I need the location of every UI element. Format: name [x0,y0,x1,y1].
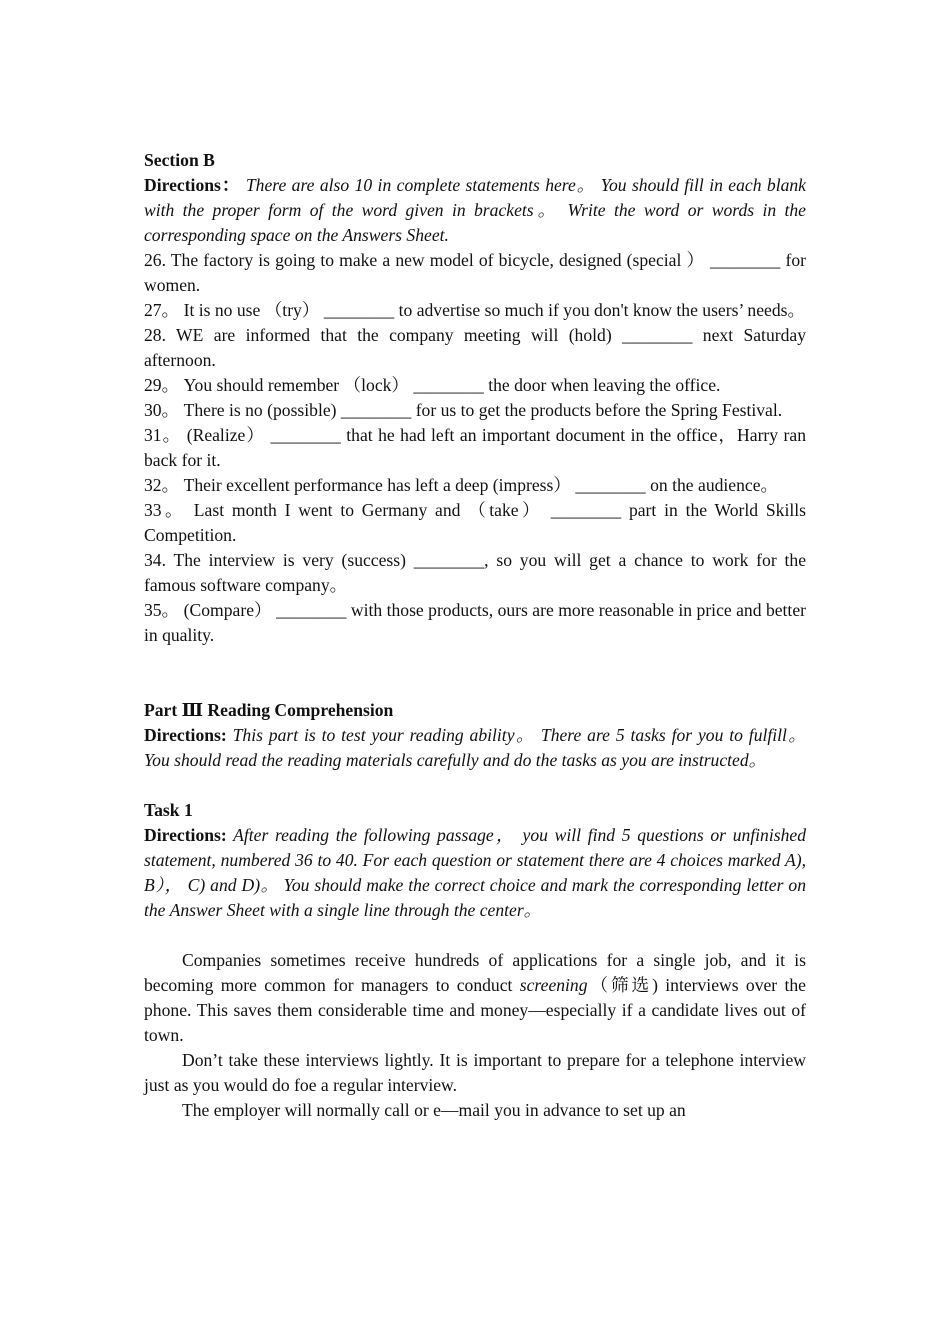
directions-text: After reading the following passage， you will find 5 questions or unfinished statement, numbered 36 to 40. For each question or statement there are 4 choices marked A), B）， C) and D)。 You should make the correct choice and mark the corresponding letter on the Answer Sheet with a single line through the center。 [144,825,806,920]
directions-text: There are also 10 in complete statements here。 You should fill in each blank with the proper form of the word given in brackets。 Write the word or words in the corresponding space on the Answers Sheet. [144,175,806,245]
spacer [144,648,806,698]
spacer [144,773,806,798]
passage-text: Companies sometimes receive hundreds of applications for a single job, and it is becoming more common for managers to conduct [144,950,806,995]
question-item: 29。 You should remember （lock） ________ the door when leaving the office. [144,375,721,395]
directions-label: Directions： [144,175,241,195]
directions-label: Directions: [144,825,227,845]
spacer [144,923,806,948]
question-item: 32。 Their excellent performance has left a deep (impress） ________ on the audience。 [144,475,779,495]
passage-italic-term: screening [519,975,588,995]
passage-paragraph-1 [144,948,806,1048]
document-page [144,148,806,1123]
question-item: 28. WE are informed that the company meeting will (hold) ________ next Saturday afternoon. [144,325,806,370]
task-directions [144,823,806,923]
passage-paragraph-3: The employer will normally call or e—mail you in advance to set up an [182,1100,686,1120]
question-item: 27。 It is no use （try） ________ to advertise so much if you don't know the users’ needs。 [144,300,806,320]
passage-paragraph-2: Don’t take these interviews lightly. It is important to prepare for a telephone interview just as you would do foe a regular interview. [144,1050,806,1095]
directions-text: This part is to test your reading ability。 There are 5 tasks for you to fulfill。 You should read the reading materials carefully and do the tasks as you are instructed。 [144,725,806,770]
section-heading: Section B [144,150,215,170]
section-directions [144,173,806,248]
question-item: 35。 (Compare） ________ with those products, ours are more reasonable in price and better in quality. [144,600,806,645]
question-item: 31。 (Realize） ________ that he had left an important document in the office，Harry ran back for it. [144,425,806,470]
part-heading: Part Ⅲ Reading Comprehension [144,700,394,720]
question-item: 30。 There is no (possible) ________ for us to get the products before the Spring Festival. [144,400,783,420]
task-heading: Task 1 [144,800,193,820]
passage-text: （筛选) interviews over the phone. This saves them considerable time and money—especially if a candidate lives out of town. [144,975,806,1045]
directions-label: Directions: [144,725,227,745]
question-item: 26. The factory is going to make a new model of bicycle, designed (special ） ________ for women. [144,250,806,295]
question-item: 34. The interview is very (success) ________, so you will get a chance to work for the famous software company。 [144,550,806,595]
question-item: 33。 Last month I went to Germany and （take） ________ part in the World Skills Competition. [144,500,806,545]
part-directions [144,723,806,773]
